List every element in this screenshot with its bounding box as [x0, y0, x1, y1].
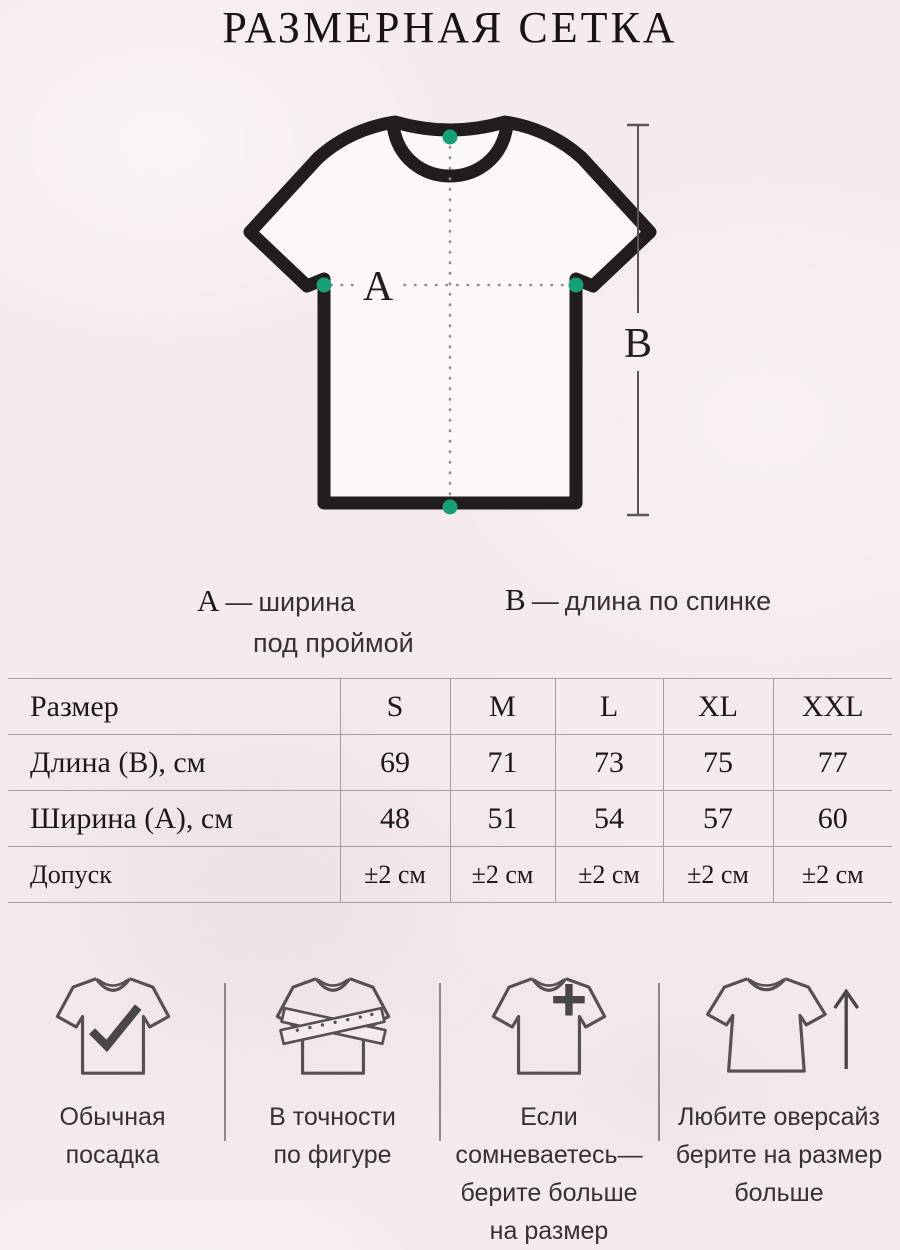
size-col-xxl: XXL [773, 679, 892, 735]
legend-a-line1 [197, 580, 414, 623]
cell-value: 77 [773, 735, 892, 791]
fit-divider [224, 983, 226, 1141]
caption-line: на размер [489, 1217, 609, 1245]
legend-b-dash: — [531, 586, 559, 616]
cell-value: 75 [663, 735, 773, 791]
legend-b-text: длина по спинке [564, 586, 772, 616]
caption-line: В точности [269, 1103, 396, 1131]
caption-line: Обычная [59, 1103, 166, 1131]
measure-line-b [627, 125, 649, 515]
size-table [8, 678, 892, 903]
cell-value: 73 [555, 735, 663, 791]
legend-a [197, 580, 414, 664]
measure-point-neck [443, 130, 458, 145]
cell-value: 69 [340, 735, 450, 791]
fit-divider [658, 983, 660, 1141]
fit-caption [440, 1098, 658, 1250]
fit-caption [269, 1098, 396, 1174]
caption-line: посадка [65, 1141, 160, 1169]
cell-value: ±2 см [340, 847, 450, 903]
diagram-label-b: B [623, 321, 653, 367]
fit-caption [59, 1098, 165, 1174]
caption-line: Если сомневаетесь— [455, 1103, 643, 1169]
cell-value: 54 [555, 791, 663, 847]
table-header-label: Размер [8, 679, 340, 735]
measure-point-hem [443, 500, 458, 515]
page-title: РАЗМЕРНАЯ СЕТКА [222, 3, 678, 52]
cell-value: ±2 см [773, 847, 892, 903]
size-col-l: L [555, 679, 663, 735]
measure-point-armpit-left [317, 278, 332, 293]
cell-value: ±2 см [450, 847, 555, 903]
measure-point-armpit-right [569, 278, 584, 293]
fit-item-size-up [440, 958, 658, 1250]
caption-line: по фигуре [273, 1141, 392, 1169]
size-col-s: S [340, 679, 450, 735]
tshirt-measurement-diagram [230, 95, 670, 535]
cell-value: 48 [340, 791, 450, 847]
cell-value: 57 [663, 791, 773, 847]
fit-item-exact [225, 958, 440, 1250]
legend-a-letter: A [197, 583, 220, 618]
cell-value: 60 [773, 791, 892, 847]
caption-line: берите больше [460, 1179, 638, 1207]
table-header-row [8, 679, 892, 735]
row-label: Ширина (A), см [8, 791, 340, 847]
size-col-xl: XL [663, 679, 773, 735]
fit-caption [676, 1098, 882, 1212]
cell-value: ±2 см [663, 847, 773, 903]
fit-guide [0, 958, 900, 1250]
table-row-tolerance [8, 847, 892, 903]
cell-value: 51 [450, 791, 555, 847]
fit-divider [439, 983, 441, 1141]
legend-a-text: ширина [258, 587, 356, 617]
cell-value: 71 [450, 735, 555, 791]
size-col-m: M [450, 679, 555, 735]
legend-b [505, 582, 771, 618]
table-row-length [8, 735, 892, 791]
tshirt-tape-icon [270, 958, 396, 1102]
legend-a-line2: под проймой [253, 628, 414, 658]
cell-value: ±2 см [555, 847, 663, 903]
row-label: Допуск [8, 847, 340, 903]
fit-item-oversize [658, 958, 900, 1250]
legend-b-letter: B [505, 582, 526, 617]
tshirt-oversize-icon [688, 958, 870, 1102]
fit-item-regular [0, 958, 225, 1250]
table-row-width [8, 791, 892, 847]
arrow-up-icon [835, 991, 858, 1069]
tshirt-check-icon [50, 958, 176, 1102]
tshirt-plus-icon [486, 958, 612, 1102]
diagram-label-a: A [362, 264, 394, 310]
caption-line: больше [734, 1179, 824, 1207]
row-label: Длина (B), см [8, 735, 340, 791]
legend-a-dash: — [225, 587, 253, 617]
caption-line: берите на размер [675, 1141, 883, 1169]
caption-line: Любите оверсайз [677, 1103, 880, 1131]
